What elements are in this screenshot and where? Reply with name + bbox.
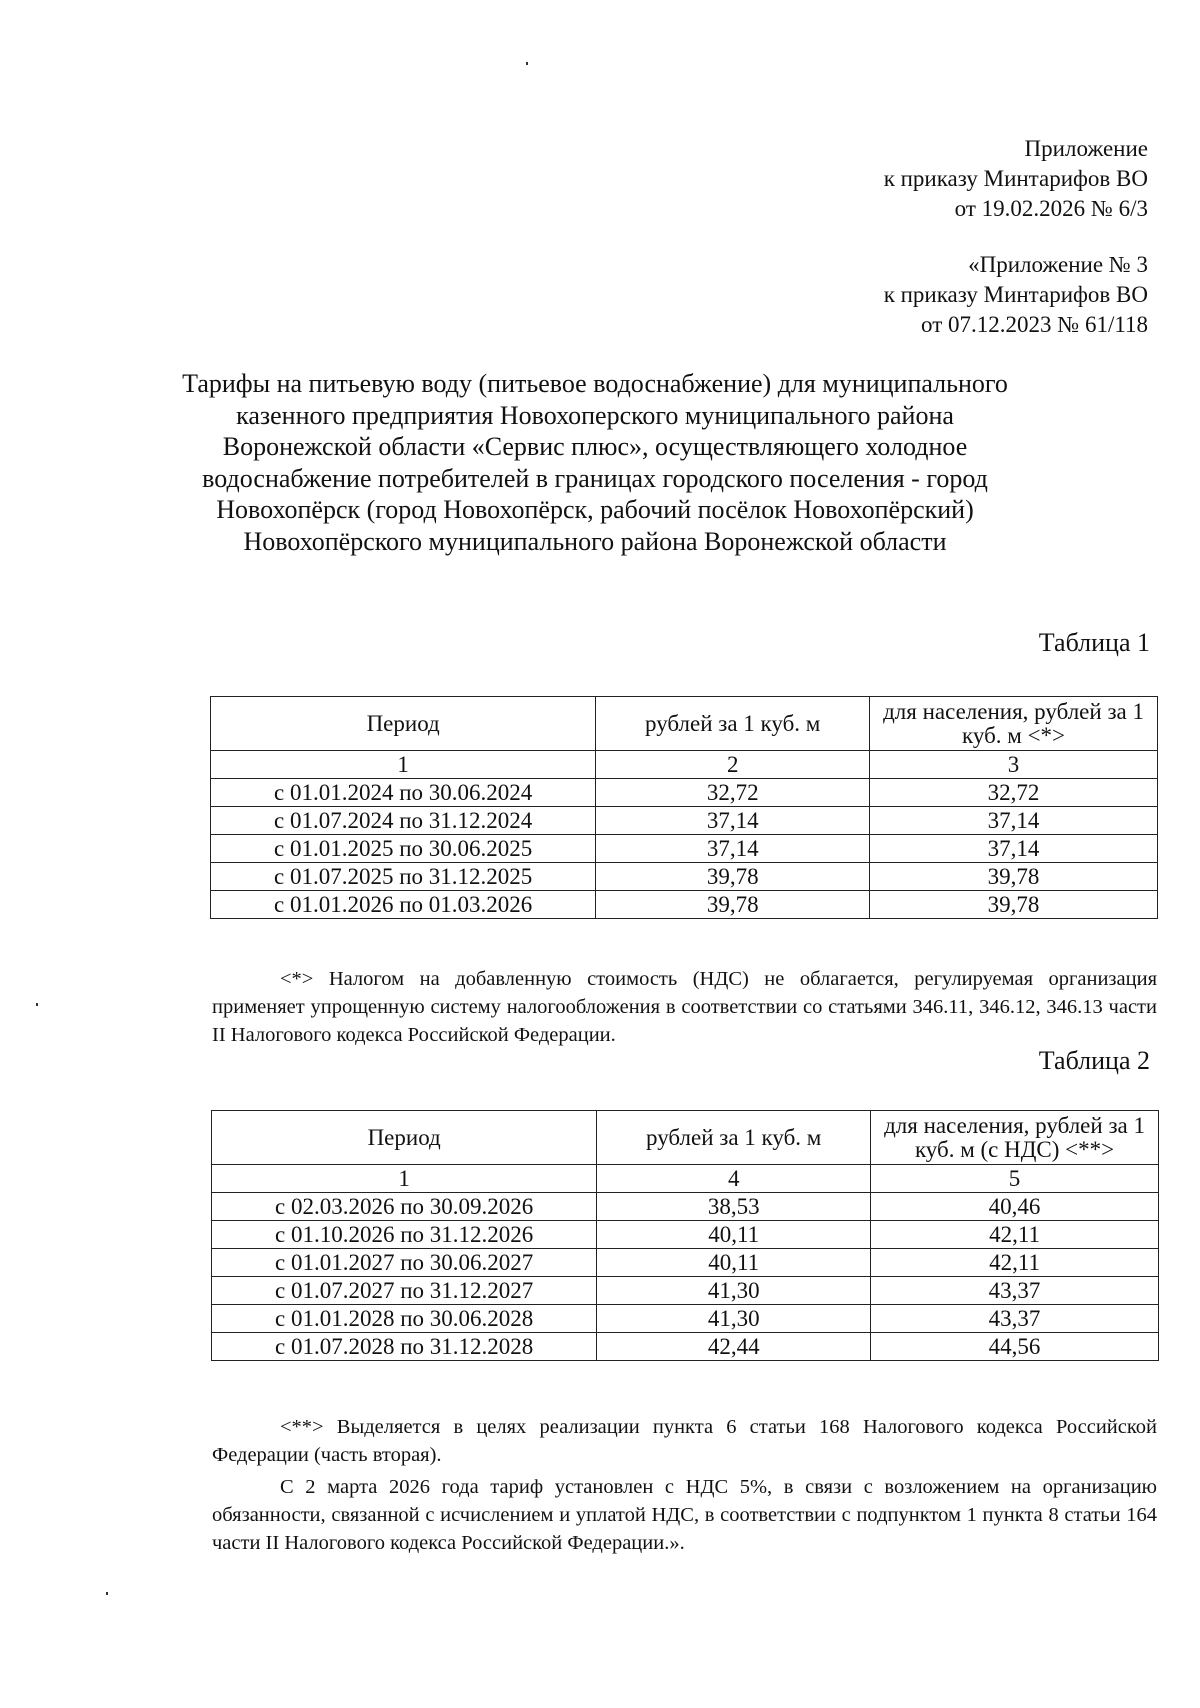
table-row: [211, 863, 1158, 891]
table-row: [212, 1277, 1159, 1305]
column-number-row: [212, 1165, 1159, 1193]
period-cell: с 01.07.2024 по 31.12.2024: [211, 807, 596, 835]
table-row: [212, 1249, 1159, 1277]
header-population-rate: для населения, рублей за 1 куб. м <*>: [870, 697, 1158, 751]
period-cell: с 01.10.2026 по 31.12.2026: [212, 1221, 597, 1249]
period-cell: с 01.01.2026 по 01.03.2026: [211, 891, 596, 919]
table-header-row: [212, 1111, 1159, 1165]
attachment-line: к приказу Минтарифов ВО: [883, 166, 1148, 191]
population-rate-cell: 39,78: [870, 891, 1158, 919]
table-row: [212, 1221, 1159, 1249]
rate-cell: 37,14: [596, 835, 870, 863]
table-row: [211, 807, 1158, 835]
population-rate-cell: 43,37: [871, 1305, 1159, 1333]
previous-attachment-line: к приказу Минтарифов ВО: [883, 282, 1148, 307]
title-line: Тарифы на питьевую воду (питьевое водоснабжение) для муниципального: [182, 369, 1008, 398]
attachment-line: от 19.02.2026 № 6/3: [954, 196, 1148, 221]
period-cell: с 01.07.2027 по 31.12.2027: [212, 1277, 597, 1305]
rate-cell: 39,78: [596, 891, 870, 919]
table-header-row: [211, 697, 1158, 751]
title-line: водоснабжение потребителей в границах городского поселения - город: [202, 463, 988, 493]
table-row: [212, 1333, 1159, 1361]
rate-cell: 38,53: [597, 1193, 871, 1221]
attachment-line: Приложение: [1024, 136, 1148, 161]
rate-cell: 42,44: [597, 1333, 871, 1361]
header-period: Период: [211, 697, 596, 751]
column-number: 3: [870, 751, 1158, 779]
table-row: [211, 779, 1158, 807]
column-number: 2: [596, 751, 870, 779]
rate-cell: 41,30: [597, 1277, 871, 1305]
table-row: [212, 1305, 1159, 1333]
population-rate-cell: 39,78: [870, 863, 1158, 891]
population-rate-cell: 42,11: [871, 1221, 1159, 1249]
scan-speck: [106, 1592, 108, 1595]
column-number: 1: [211, 751, 596, 779]
footnote-vat-included: [212, 1413, 1157, 1557]
scan-speck: [36, 1003, 38, 1006]
column-number-row: [211, 751, 1158, 779]
period-cell: с 01.01.2027 по 30.06.2027: [212, 1249, 597, 1277]
rate-cell: 40,11: [597, 1221, 871, 1249]
table-row: [212, 1193, 1159, 1221]
rate-cell: 32,72: [596, 779, 870, 807]
footnote-text: <*> Налогом на добавленную стоимость (НДС) не облагается, регулируемая организация применяет упрощенную систему налогообложения в соответствии со статьями 346.11, 346.12, 346.13 части II Налогового кодекса Российской Федерации.: [212, 968, 1157, 1046]
title-line: Воронежской области «Сервис плюс», осуществляющего холодное: [222, 432, 968, 461]
rate-cell: 37,14: [596, 807, 870, 835]
period-cell: с 01.01.2024 по 30.06.2024: [211, 779, 596, 807]
column-number: 5: [871, 1165, 1159, 1193]
population-rate-cell: 37,14: [870, 807, 1158, 835]
scan-speck: [526, 62, 528, 65]
population-rate-cell: 44,56: [871, 1333, 1159, 1361]
header-population-rate: для населения, рублей за 1 куб. м (с НДС) <**>: [871, 1111, 1159, 1165]
rate-cell: 40,11: [597, 1249, 871, 1277]
document-title: [150, 368, 1040, 557]
rate-cell: 39,78: [596, 863, 870, 891]
footnote-vat-exempt: [212, 965, 1157, 1049]
period-cell: с 01.07.2025 по 31.12.2025: [211, 863, 596, 891]
header-rate: рублей за 1 куб. м: [596, 697, 870, 751]
column-number: 4: [597, 1165, 871, 1193]
table2-caption: Таблица 2: [1038, 1046, 1150, 1075]
population-rate-cell: 37,14: [870, 835, 1158, 863]
previous-attachment-line: «Приложение № 3: [968, 252, 1148, 277]
population-rate-cell: 32,72: [870, 779, 1158, 807]
previous-attachment-header: [884, 250, 1148, 340]
table1-caption: Таблица 1: [1038, 628, 1150, 657]
period-cell: с 01.01.2028 по 30.06.2028: [212, 1305, 597, 1333]
tariff-table-1: [210, 696, 1158, 919]
column-number: 1: [212, 1165, 597, 1193]
rate-cell: 41,30: [597, 1305, 871, 1333]
vat-rate-paragraph: С 2 марта 2026 года тариф установлен с НДС 5%, в связи с возложением на организацию обязанности, связанной с исчислением и уплатой НДС, в соответствии с подпунктом 1 пункта 8 статьи 164 части II Налогового кодекса Российской Федерации.».: [212, 1476, 1157, 1554]
period-cell: с 01.01.2025 по 30.06.2025: [211, 835, 596, 863]
title-line: Новохопёрского муниципального района Воронежской области: [243, 526, 947, 556]
title-line: казенного предприятия Новохоперского муниципального района: [236, 400, 954, 430]
period-cell: с 01.07.2028 по 31.12.2028: [212, 1333, 597, 1361]
table-row: [211, 835, 1158, 863]
population-rate-cell: 42,11: [871, 1249, 1159, 1277]
header-period: Период: [212, 1111, 597, 1165]
attachment-header: [884, 134, 1148, 224]
period-cell: с 02.03.2026 по 30.09.2026: [212, 1193, 597, 1221]
tariff-table-2: [211, 1110, 1159, 1361]
population-rate-cell: 43,37: [871, 1277, 1159, 1305]
header-rate: рублей за 1 куб. м: [597, 1111, 871, 1165]
footnote-text: <**> Выделяется в целях реализации пункта 6 статьи 168 Налогового кодекса Российской Федерации (часть вторая).: [212, 1416, 1157, 1466]
population-rate-cell: 40,46: [871, 1193, 1159, 1221]
table-row: [211, 891, 1158, 919]
title-line: Новохопёрск (город Новохопёрск, рабочий посёлок Новохопёрский): [216, 495, 974, 524]
previous-attachment-line: от 07.12.2023 № 61/118: [921, 312, 1148, 337]
